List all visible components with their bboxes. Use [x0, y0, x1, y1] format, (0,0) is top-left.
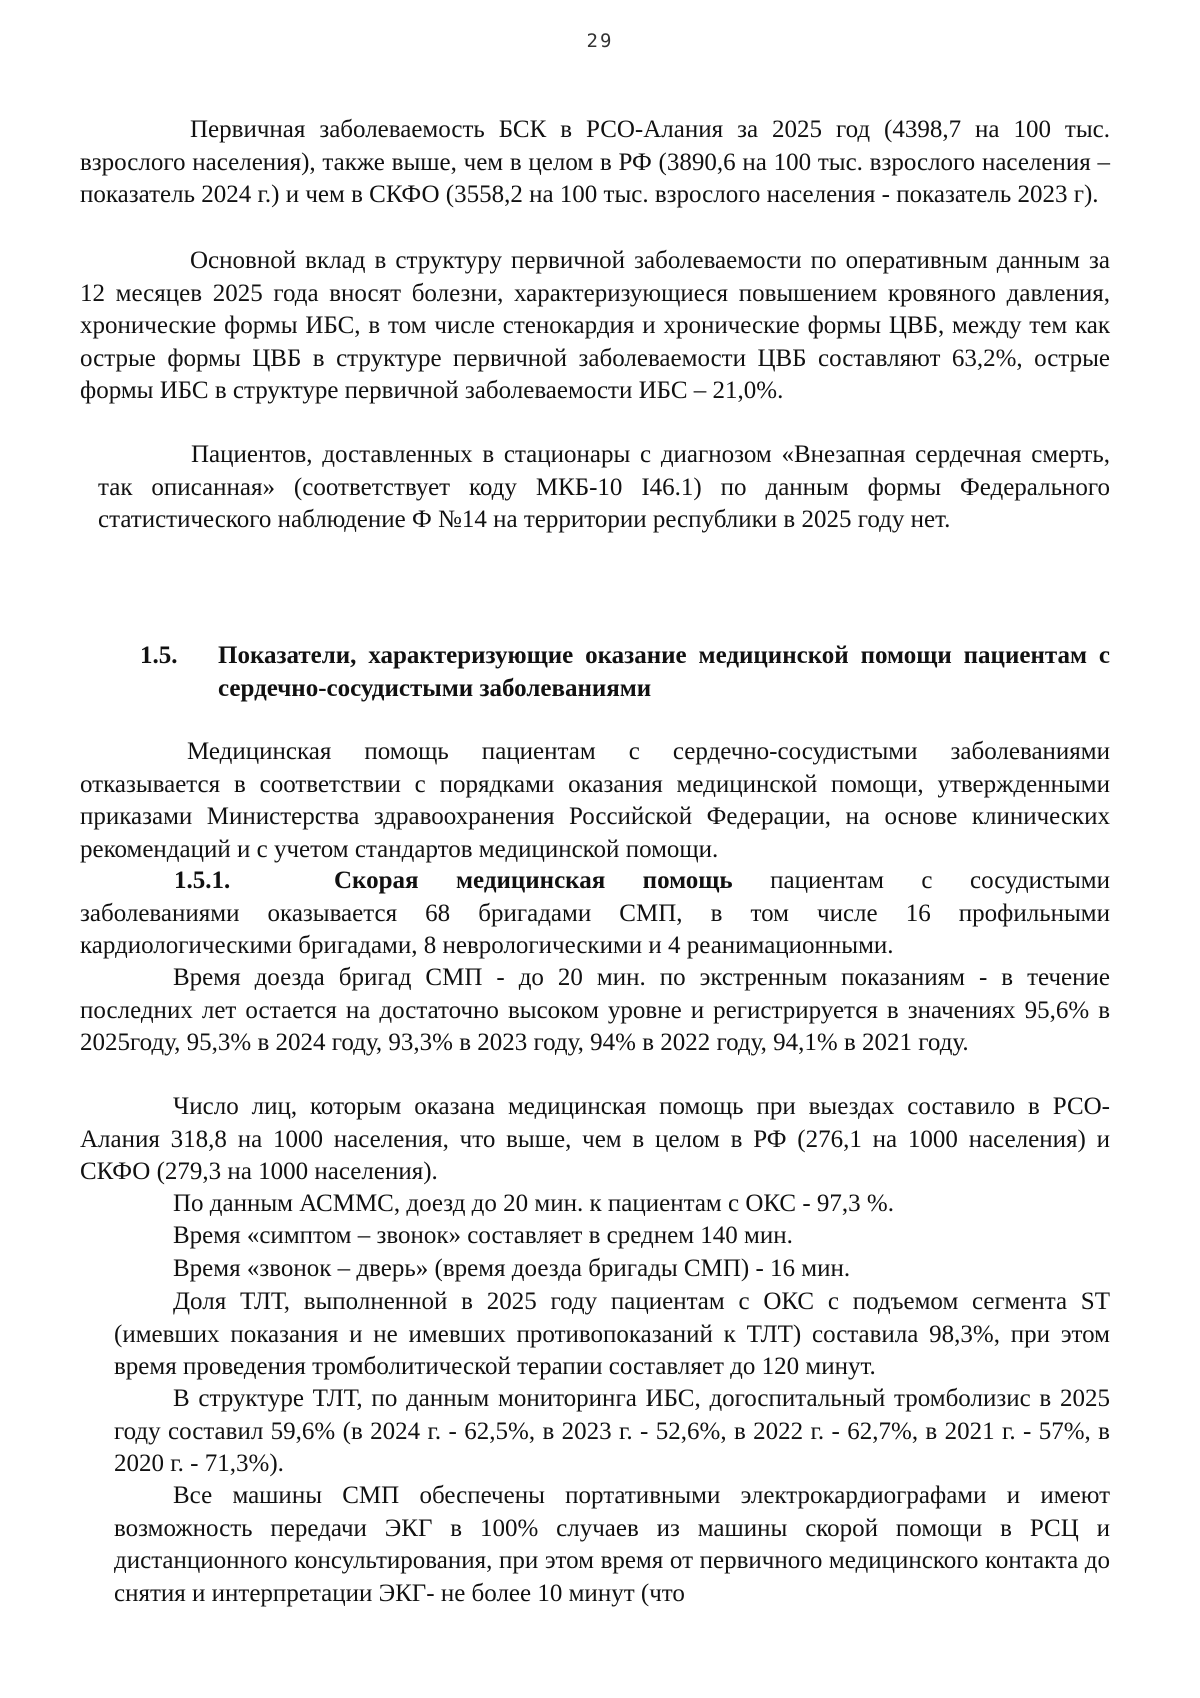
paragraph-sudden-cardiac-death: Пациентов, доставленных в стационары с диагнозом «Внезапная сердечная смерть, так описанная» (соответствует коду МКБ-10 I46.1) по данным формы Федерального статистического наблюдение Ф №14 на территории республики в 2025 году нет.: [98, 441, 1110, 533]
line-call-door: Время «звонок – дверь» (время доезда бригады СМП) - 16 мин.: [173, 1255, 851, 1282]
subsection-lead: Скорая медицинская помощь: [334, 867, 733, 894]
paragraph-care-intro: Медицинская помощь пациентам с сердечно-сосудистыми заболеваниями отказывается в соответствии с порядками оказания медицинской помощи, утвержденными приказами Министерства здравоохранения Российской Федерации, на основе клинических рекомендаций и с учетом стандартов медицинской помощи.: [80, 738, 1110, 863]
section-heading: [140, 640, 1110, 705]
ambulance-text: пациентам с сосудистыми заболеваниями оказывается 68 бригадами СМП, в том числе 16 профильными кардиологическими бригадами, 8 неврологическими и 4 реанимационными.: [80, 867, 1110, 959]
section-number: 1.5.: [140, 642, 178, 669]
subsection-number: 1.5.1.: [174, 867, 231, 894]
paragraph-incidence-bsk: Первичная заболеваемость БСК в РСО-Алания за 2025 год (4398,7 на 100 тыс. взрослого населения), также выше, чем в целом в РФ (3890,6 на 100 тыс. взрослого населения – показатель 2024 г.) и чем в СКФО (3558,2 на 100 тыс. взрослого населения - показатель 2023 г).: [80, 116, 1110, 208]
line-acmms: По данным АСММС, доезд до 20 мин. к пациентам с ОКС - 97,3 %.: [173, 1190, 895, 1217]
line-symptom-call: Время «симптом – звонок» составляет в среднем 140 мин.: [173, 1222, 793, 1249]
section-title: Показатели, характеризующие оказание медицинской помощи пациентам с сердечно-сосудистыми заболеваниями: [218, 642, 1110, 702]
page-number: 29: [586, 30, 614, 52]
paragraph-persons-served: Число лиц, которым оказана медицинская помощь при выездах составило в РСО-Алания 318,8 на 1000 населения, что выше, чем в целом в РФ (276,1 на 1000 населения) и СКФО (279,3 на 1000 населения).: [80, 1093, 1110, 1185]
paragraph-ecg: Все машины СМП обеспечены портативными электрокардиографами и имеют возможность передачи ЭКГ в 100% случаев из машины скорой помощи в РСЦ и дистанционного консультирования, при этом время от первичного медицинского контакта до снятия и интерпретации ЭКГ- не более 10 минут (что: [114, 1482, 1110, 1607]
paragraph-incidence-structure: Основной вклад в структуру первичной заболеваемости по оперативным данным за 12 месяцев 2025 года вносят болезни, характеризующиеся повышением кровяного давления, хронические формы ИБС, в том числе стенокардия и хронические формы ЦВБ, между тем как острые формы ЦВБ в структуре первичной заболеваемости ЦВБ составляют 63,2%, острые формы ИБС в структуре первичной заболеваемости ИБС – 21,0%.: [80, 247, 1110, 404]
paragraph-arrival-time: Время доезда бригад СМП - до 20 мин. по экстренным показаниям - в течение последних лет остается на достаточно высоком уровне и регистрируется в значениях 95,6% в 2025году, 95,3% в 2024 году, 93,3% в 2023 году, 94% в 2022 году, 94,1% в 2021 году.: [80, 964, 1110, 1056]
paragraph-tlt-share: Доля ТЛТ, выполненной в 2025 году пациентам с ОКС с подъемом сегмента ST (имевших показания и не имевших противопоказаний к ТЛТ) составила 98,3%, при этом время проведения тромболитической терапии составляет до 120 минут.: [114, 1288, 1110, 1380]
paragraph-ambulance: [80, 865, 1110, 963]
paragraph-tlt-structure: В структуре ТЛТ, по данным мониторинга ИБС, догоспитальный тромболизис в 2025 году составил 59,6% (в 2024 г. - 62,5%, в 2023 г. - 52,6%, в 2022 г. - 62,7%, в 2021 г. - 57%, в 2020 г. - 71,3%).: [114, 1385, 1110, 1477]
